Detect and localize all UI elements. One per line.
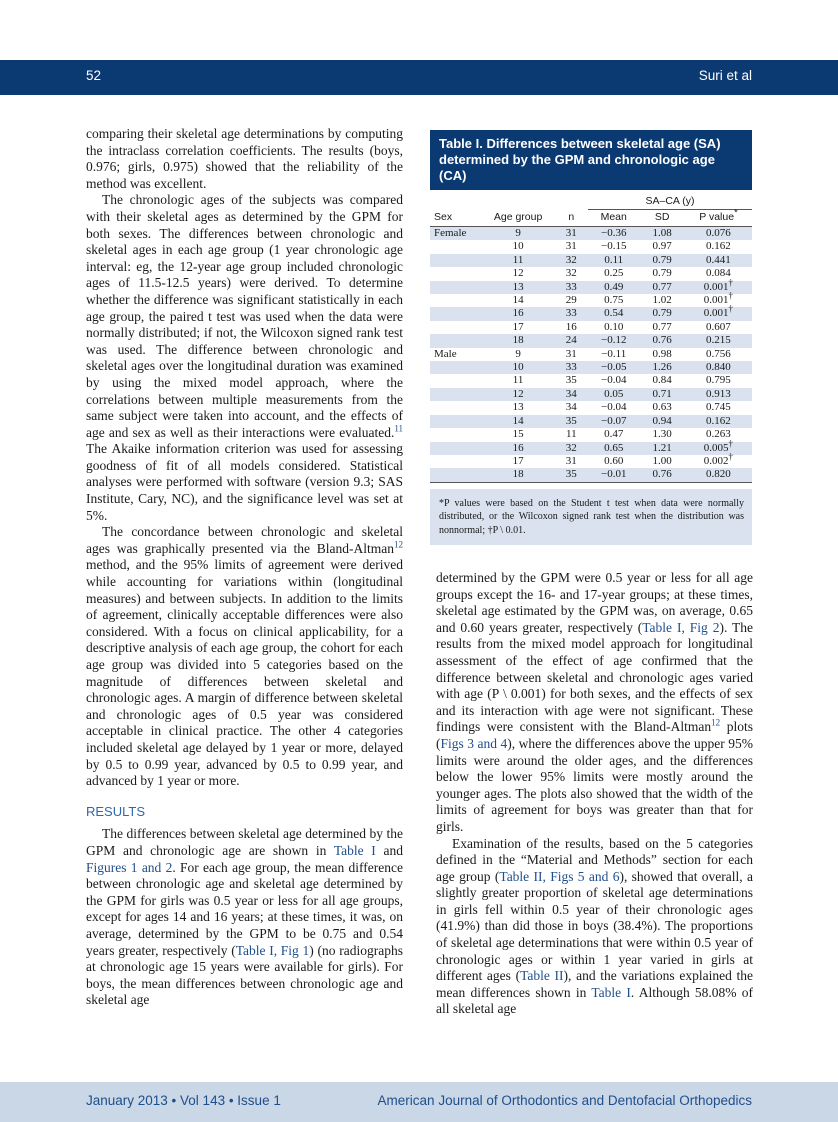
cell-sex [430,254,482,267]
cell-age: 17 [512,454,524,467]
cell-sd: 0.76 [639,468,684,482]
table-row [430,428,752,441]
table-row [430,254,752,267]
cell-n: 24 [555,334,588,347]
citation-11[interactable]: 11 [394,423,403,434]
cell-n: 35 [555,468,588,482]
left-column [86,126,403,1009]
col-n: n [555,210,588,227]
cell-sex [430,455,482,468]
cell-age: 11 [512,374,524,387]
right-column [436,570,753,1018]
cell-n: 11 [566,428,577,441]
table-row [430,442,752,455]
link-table-1[interactable]: Table I [333,842,376,858]
table-row [430,307,752,320]
cell-sd: 1.30 [652,428,672,441]
cell-age: 9 [515,347,521,360]
paragraph-results-2: determined by the GPM were 0.5 year or less for all age groups except the 16- and 17-year groups; at these times, skeletal age estimated by the GPM was, on average, 0.65 and 0.60 years greater, respectively (Table I, Fig 2). The results from the mixed model approach for longitudinal assessment of the effect of age confirmed that the difference between skeletal and chronologic ages varied with age (P \ 0.001) for both sexes, and the effects of sex and its interaction with age were not significant. These findings were consistent with the Bland-Altman$^{12}$ plots (Figs 3 and 4), where the differences above the upper 95% limits were around the older ages, and the differences below the lower 95% limits were mostly around the younger ages. The plots also showed that the width of the limits of agreement for boys was greater than that for girls. [436,570,753,834]
cell-mean: 0.60 [604,454,624,467]
cell-n: 31 [565,454,577,467]
page-header-bar [0,60,838,95]
cell-age: 10 [512,240,524,253]
cell-sex [430,281,482,294]
table-row [430,321,752,334]
cell-mean: −0.05 [588,361,639,374]
cell-age: 16 [482,307,555,320]
cell-age: 18 [482,334,555,347]
cell-mean: −0.36 [588,227,639,241]
table-row [430,348,752,361]
col-age-group: Age group [482,210,555,227]
cell-n: 33 [555,361,588,374]
cell-sex [430,428,482,441]
table-row [430,294,752,307]
cell-sex [430,321,482,334]
cell-sd: 1.21 [639,442,684,455]
cell-mean: −0.04 [601,401,627,414]
paragraph-methods-stats: The chronologic ages of the subjects was compared with their skeletal ages as determined by the GPM for both sexes. The differences between chronologic and skeletal ages in each age group (1 year chronologic age interval: eg, the 12-year age group included chronologic ages of 11.5-12.5 years) were derived. To determine whether the difference was significant statistically in each age group, the paired t test was used when the data were normally distributed; if not, the Wilcoxon signed rank test was used. The difference between chronologic and skeletal ages over the longitudinal duration was examined by using the mixed model approach, where the correlations between multiple measurements from the same subject were taken into account, and the effects of age and sex as well as their interactions were evaluated.$^{11}$ The Akaike information criterion was used for assessing goodness of fit of all models considered. Statistical analyses were performed with software (version 9.3; SAS Institute, Cary, NC), and the significance level was set at 5%. [86,192,403,523]
cell-mean: 0.11 [588,254,639,267]
cell-age: 13 [512,401,524,414]
cell-age: 11 [482,254,555,267]
cell-sex [430,307,482,320]
table-row [430,281,752,294]
link-table-1[interactable]: Table I [591,984,631,1000]
paragraph-bland-altman: The concordance between chronologic and skeletal ages was graphically presented via the Bland-Altman$^{12}$ method, and the 95% limits of agreement were derived while accounting for variations within (longitudinal measures) and between subjects. In addition to the limits of agreement, clinically acceptable differences were also considered. With a focus on clinical applicability, for a descriptive analysis of each age group, the cohort for each age group was divided into 5 categories based on the magnitude of differences between skeletal and chronologic ages. A margin of difference between skeletal and chronologic ages of 0.5 year was considered acceptable in clinical practice. The other 4 categories included skeletal age delayed by 1 year or more, delayed by 0.5 to 0.99 year, advanced by 0.5 to 0.99 year, and advanced by 1 year or more. [86,524,403,789]
cell-sex [430,240,482,253]
cell-sex [430,374,482,387]
table-row [430,334,752,347]
cell-p: 0.005† [685,442,752,455]
cell-p: 0.001† [703,290,734,307]
cell-mean: −0.07 [588,415,639,428]
table-row [430,227,752,241]
col-mean: Mean [588,210,639,227]
cell-n: 34 [555,388,588,401]
cell-p: 0.002† [703,451,734,467]
cell-sd: 1.00 [652,454,672,467]
cell-mean: 0.10 [604,320,624,333]
cell-sd: 1.08 [639,227,684,241]
cell-mean: −0.12 [588,334,639,347]
cell-n: 33 [555,307,588,320]
cell-sex [430,468,482,482]
cell-p: 0.076 [685,227,752,241]
cell-sd: 0.97 [652,240,672,253]
cell-age: 16 [482,442,555,455]
cell-mean: 0.47 [604,428,624,441]
paragraph-reliability: comparing their skeletal age determinations by computing the intraclass correlation coefficients. The results (boys, 0.976; girls, 0.975) showed that the reliability of the method was excellent. [86,126,403,191]
cell-n: 31 [565,240,577,253]
col-sex: Sex [430,210,482,227]
page-number: 52 [86,68,102,83]
table-row [430,468,752,482]
cell-sex: Female [430,227,482,241]
cell-sd: 1.26 [639,361,684,374]
cell-n: 33 [555,281,588,294]
cell-n: 32 [565,267,577,280]
table-row [430,361,752,374]
cell-sd: 0.77 [652,320,672,333]
table-footnote: *P values were based on the Student t test when data were normally distributed, or the Wilcoxon signed rank test when the distribution was nonnormal; †P \ 0.01. [430,489,752,546]
cell-mean: −0.01 [588,468,639,482]
table-row [430,240,752,253]
cell-p: 0.913 [685,388,752,401]
col-pvalue: P value* [685,210,752,227]
cell-sd: 0.77 [639,281,684,294]
cell-mean: −0.04 [601,374,627,387]
cell-mean: 0.75 [604,294,624,307]
citation-12[interactable]: 12 [394,539,403,550]
cell-sex [430,294,482,307]
cell-mean: 0.54 [588,307,639,320]
cell-sd: 1.02 [652,294,672,307]
col-sd: SD [639,210,684,227]
cell-n: 32 [555,442,588,455]
cell-n: 31 [565,347,577,360]
cell-p: 0.756 [706,347,731,360]
cell-age: 13 [482,281,555,294]
cell-sex [430,361,482,374]
table-row [430,401,752,414]
table-row [430,388,752,401]
page-footer-bar [0,1082,838,1122]
cell-n: 31 [555,227,588,241]
link-table-1-fig-1[interactable]: Table I, Fig 1 [235,942,310,958]
cell-sd: 0.98 [652,347,672,360]
cell-sex [430,442,482,455]
cell-p: 0.084 [706,267,731,280]
running-author: Suri et al [698,68,752,83]
cell-mean: 0.65 [588,442,639,455]
table-1 [430,130,752,545]
cell-p: 0.215 [685,334,752,347]
cell-sex [430,415,482,428]
cell-mean: −0.11 [601,347,627,360]
cell-mean: −0.15 [601,240,627,253]
cell-n: 34 [565,401,577,414]
cell-p: 0.162 [685,415,752,428]
cell-age: 9 [482,227,555,241]
cell-sd: 0.94 [639,415,684,428]
cell-sd: 0.76 [639,334,684,347]
cell-p: 0.795 [706,374,731,387]
table-row [430,455,752,468]
cell-p: 0.745 [706,401,731,414]
cell-sd: 0.79 [639,307,684,320]
cell-mean: 0.25 [604,267,624,280]
cell-sex [430,334,482,347]
cell-sd: 0.84 [652,374,672,387]
cell-p: 0.840 [685,361,752,374]
cell-sex [430,388,482,401]
cell-sex: Male [434,347,457,360]
cell-p: 0.441 [685,254,752,267]
cell-p: 0.263 [706,428,731,441]
cell-mean: 0.49 [588,281,639,294]
data-table [430,190,752,483]
cell-sd: 0.79 [639,254,684,267]
cell-n: 35 [565,374,577,387]
cell-age: 12 [512,267,524,280]
link-figures-1-2[interactable]: Figures 1 and 2 [86,859,173,875]
table-row [430,374,752,387]
cell-p: 0.001† [685,281,752,294]
link-table-2[interactable]: Table II [520,968,564,984]
cell-n: 32 [555,254,588,267]
sa-ca-group-header: SA–CA (y) [588,190,752,210]
citation-12[interactable]: 12 [711,717,721,728]
cell-sd: 0.71 [639,388,684,401]
cell-n: 35 [555,415,588,428]
cell-age: 17 [512,320,524,333]
cell-p: 0.162 [706,240,731,253]
cell-mean: 0.05 [588,388,639,401]
cell-age: 15 [512,428,524,441]
cell-p: 0.001† [685,307,752,320]
cell-sd: 0.63 [652,401,672,414]
cell-age: 18 [482,468,555,482]
table-caption: Table I. Differences between skeletal age (SA) determined by the GPM and chronologic age (CA) [430,130,752,190]
cell-sex [430,267,482,280]
link-table-2-figs-5-6[interactable]: Table II, Figs 5 and 6 [499,868,620,884]
cell-p: 0.820 [685,468,752,482]
paragraph-results-1: The differences between skeletal age determined by the GPM and chronologic age are shown in Table I and Figures 1 and 2. For each age group, the mean difference between chronologic age and skeletal age determined by the GPM for girls was 0.5 year or less for all age groups, except for ages 14 and 16 years; at these times, it was, on average, determined by the GPM to be 0.75 and 0.54 years greater, respectively (Table I, Fig 1) (no radiographs at chronologic age 15 years were available for girls). For boys, the mean differences between chronologic age and skeletal age [86,826,403,1008]
results-heading: RESULTS [86,803,145,819]
cell-age: 14 [482,415,555,428]
issue-info: January 2013 • Vol 143 • Issue 1 [86,1093,281,1108]
cell-p: 0.607 [706,320,731,333]
cell-sd: 0.79 [652,267,672,280]
cell-n: 29 [565,294,577,307]
cell-age: 14 [512,294,524,307]
link-table-1-fig-2[interactable]: Table I, Fig 2 [642,619,720,635]
cell-age: 12 [482,388,555,401]
cell-n: 16 [565,320,577,333]
cell-sex [430,401,482,414]
journal-name: American Journal of Orthodontics and Dentofacial Orthopedics [377,1093,752,1108]
table-row [430,415,752,428]
paragraph-results-3: Examination of the results, based on the 5 categories defined in the “Material and Methods” section for each age group (Table II, Figs 5 and 6), showed that overall, a slightly greater proportion of skeletal age determinations in girls fell within 0.5 year of their chronologic ages (41.9%) than did those in boys (38.4%). The proportions of skeletal age determinations that were within 0.5 year of chronologic ages or within 1 year varied in girls at different ages (Table II), and the variations explained the mean differences shown in Table I. Although 58.08% of all skeletal age [436,835,754,1017]
cell-age: 10 [482,361,555,374]
link-figs-3-4[interactable]: Figs 3 and 4 [440,735,508,751]
table-row [430,267,752,280]
